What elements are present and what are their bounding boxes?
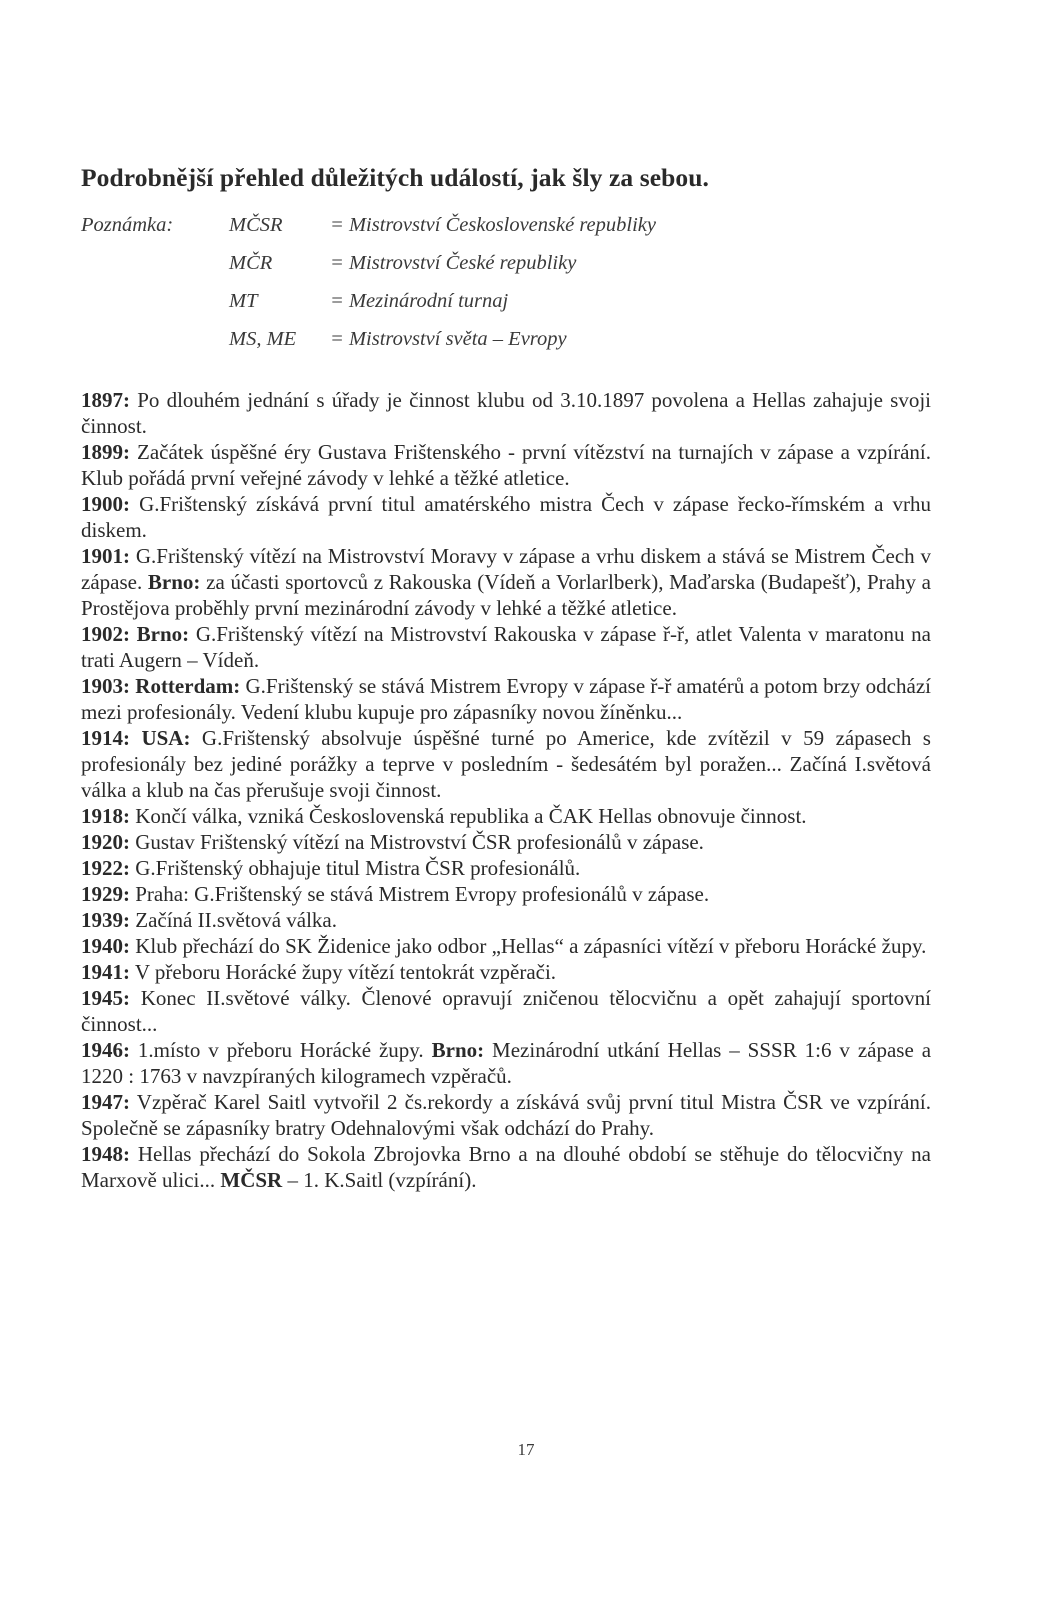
timeline-entry-1920 [81,829,931,855]
timeline-entry-1902 [81,621,931,673]
entry-text: G.Frištenský se stává Mistrem Evropy v zápase ř-ř amatérů a potom brzy odchází mezi profesionály. Vedení klubu kupuje pro zápasníky novou žíněnku... [81,674,931,724]
abbreviation-notes [81,206,931,358]
timeline-entry-1897 [81,387,931,439]
entry-year: 1945: [81,986,130,1010]
entry-year: 1922: [81,856,130,880]
entry-text: Klub přechází do SK Židenice jako odbor „Hellas“ a zápasníci vítězí v přeboru Horácké župy. [130,934,927,958]
timeline-entry-1940 [81,933,931,959]
entry-text: V přeboru Horácké župy vítězí tentokrát vzpěrači. [130,960,557,984]
entry-year: 1947: [81,1090,130,1114]
timeline-entry-1945 [81,985,931,1037]
entry-year: 1941: [81,960,130,984]
note-abbreviation: MČSR [229,214,283,236]
entry-text: Gustav Frištenský vítězí na Mistrovství ČSR profesionálů v zápase. [130,830,704,854]
document-page [81,150,931,1193]
entry-text: G.Frištenský absolvuje úspěšné turné po Americe, kde zvítězil v 59 zápasech s profesionály bez jediné porážky a teprve v posledním - šedesátém byl poražen... Začíná I.světová válka a klub na čas přerušuje svoji činnost. [81,726,931,802]
entry-year: 1903: [81,674,130,698]
entry-keyword: MČSR [215,1168,283,1192]
entry-keyword: Rotterdam: [130,674,241,698]
timeline-entry-1903 [81,673,931,725]
timeline-entries [81,387,931,1193]
entry-year: 1901: [81,544,130,568]
note-definition: = Mistrovství Československé republiky [330,214,656,236]
entry-year: 1929: [81,882,130,906]
note-abbreviation: MS, ME [229,328,297,350]
entry-text: G.Frištenský získává první titul amatérského mistra Čech v zápase řecko-římském a vrhu diskem. [81,492,931,542]
entry-year: 1914: [81,726,130,750]
entry-year: 1939: [81,908,130,932]
entry-keyword: Brno: [130,622,190,646]
entry-text: Hellas přechází do Sokola Zbrojovka Brno a na dlouhé období se stěhuje do tělocvičny na Marxově ulici... [81,1142,931,1192]
entry-keyword: USA: [130,726,191,750]
note-row [81,244,931,282]
entry-text: G.Frištenský vítězí na Mistrovství Moravy v zápase a vrhu diskem a stává se Mistrem Čech v zápase. [81,544,931,594]
entry-year: 1946: [81,1038,130,1062]
entry-year: 1940: [81,934,130,958]
note-definition: = Mistrovství světa – Evropy [330,328,567,350]
note-definition: = Mezinárodní turnaj [330,290,509,312]
entry-text: Praha: G.Frištenský se stává Mistrem Evropy profesionálů v zápase. [130,882,710,906]
page-heading: Podrobnější přehled důležitých událostí, jak šly za sebou. [81,163,710,192]
entry-year: 1920: [81,830,130,854]
entry-text: 1.místo v přeboru Horácké župy. [130,1038,424,1062]
note-row [81,320,931,358]
entry-text: G.Frištenský vítězí na Mistrovství Rakouska v zápase ř-ř, atlet Valenta v maratonu na trati Augern – Vídeň. [81,622,931,672]
entry-year: 1899: [81,440,130,464]
entry-text-continued: – 1. K.Saitl (vzpírání). [282,1168,477,1192]
entry-text: Končí válka, vzniká Československá republika a ČAK Hellas obnovuje činnost. [130,804,807,828]
note-definition: = Mistrovství České republiky [330,252,577,274]
note-label: Poznámka: [81,214,174,236]
note-abbreviation: MT [229,290,258,312]
timeline-entry-1899 [81,439,931,491]
entry-year: 1902: [81,622,130,646]
timeline-entry-1948 [81,1141,931,1193]
entry-keyword: Brno: [423,1038,485,1062]
timeline-entry-1901 [81,543,931,621]
timeline-entry-1922 [81,855,931,881]
entry-text: Vzpěrač Karel Saitl vytvořil 2 čs.rekordy a získává svůj první titul Mistra ČSR ve vzpírání. Společně se zápasníky bratry Odehnalovými však odchází do Prahy. [81,1090,931,1140]
entry-text-continued: za účasti sportovců z Rakouska (Vídeň a Vorlarlberk), Maďarska (Budapešť), Prahy a Prostějova proběhly první mezinárodní závody v lehké a těžké atletice. [81,570,932,620]
note-abbreviation: MČR [229,252,273,274]
entry-year: 1897: [81,388,130,412]
entry-text-continued: Mezinárodní utkání Hellas – SSSR 1:6 v zápase a 1220 : 1763 v navzpíraných kilogramech vzpěračů. [81,1038,932,1088]
entry-year: 1900: [81,492,130,516]
entry-text: G.Frištenský obhajuje titul Mistra ČSR profesionálů. [130,856,581,880]
page-number: 17 [517,1440,535,1459]
entry-text: Konec II.světové války. Členové opravují zničenou tělocvičnu a opět zahajují sportovní činnost... [81,986,931,1036]
timeline-entry-1900 [81,491,931,543]
entry-text: Začíná II.světová válka. [130,908,337,932]
entry-year: 1918: [81,804,130,828]
timeline-entry-1946 [81,1037,931,1089]
timeline-entry-1929 [81,881,931,907]
timeline-entry-1914 [81,725,931,803]
timeline-entry-1939 [81,907,931,933]
note-row [81,282,931,320]
entry-text: Začátek úspěšné éry Gustava Frištenského - první vítězství na turnajích v zápase a vzpírání. Klub pořádá první veřejné závody v lehké a těžké atletice. [81,440,931,490]
timeline-entry-1918 [81,803,931,829]
timeline-entry-1941 [81,959,931,985]
note-row [81,206,931,244]
entry-keyword: Brno: [142,570,201,594]
timeline-entry-1947 [81,1089,931,1141]
entry-year: 1948: [81,1142,130,1166]
entry-text: Po dlouhém jednání s úřady je činnost klubu od 3.10.1897 povolena a Hellas zahajuje svoji činnost. [81,388,931,438]
